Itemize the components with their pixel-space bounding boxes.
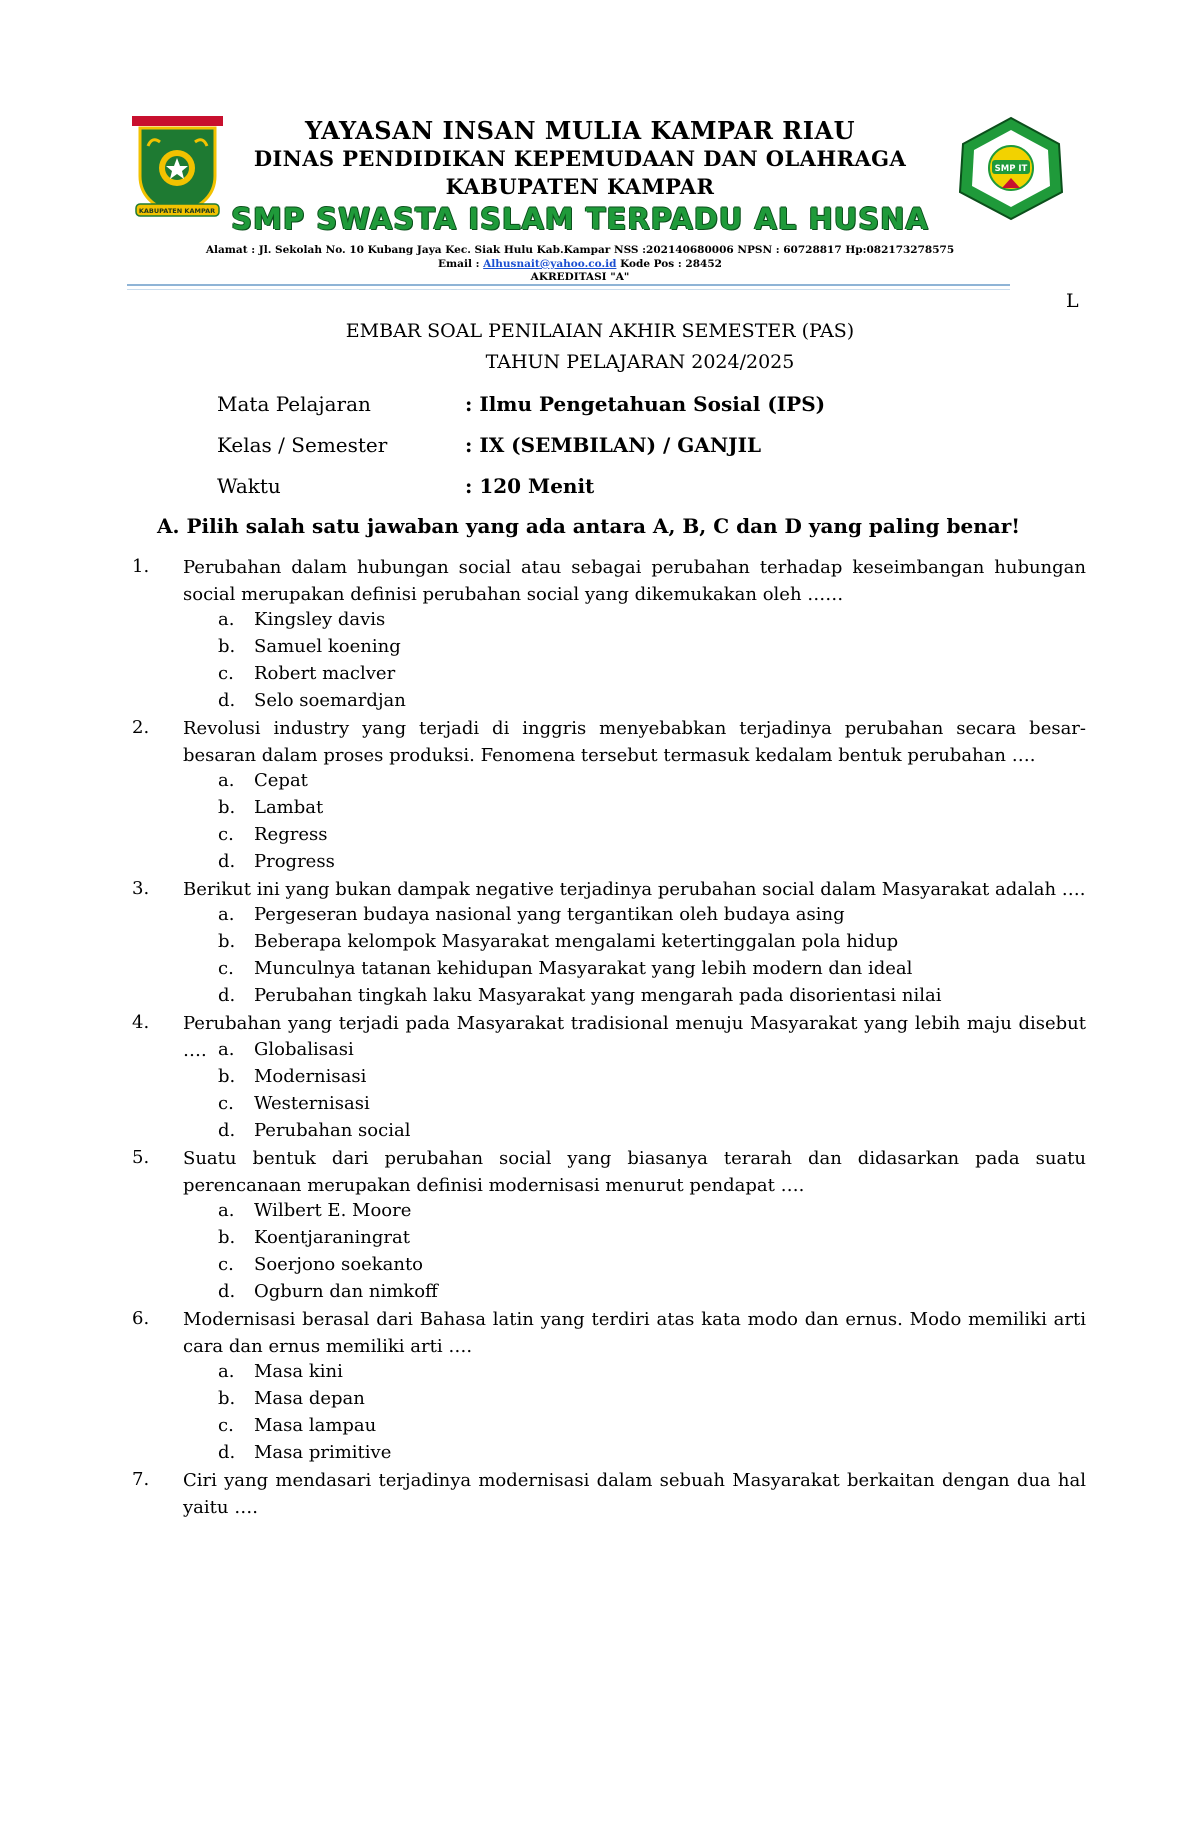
letterhead-regency: KABUPATEN KAMPAR [445,174,715,199]
letterhead-accreditation: AKREDITASI "A" [530,271,630,283]
section-instruction: A. Pilih salah satu jawaban yang ada antara A, B, C dan D yang paling benar! [157,514,1021,538]
left-logo-caption: KABUPATEN KAMPAR [138,207,216,215]
letterhead-department: DINAS PENDIDIKAN KEPEMUDAAN DAN OLAHRAGA [253,146,907,171]
option-letter: c. [218,1254,234,1275]
question-text: Perubahan yang terjadi pada Masyarakat tradisional menuju Masyarakat yang lebih maju disebut …. [183,1013,1086,1061]
email-label: Email : [438,258,484,270]
letterhead-contact [0,258,1180,270]
option-letter: d. [218,851,236,872]
option-text: Lambat [254,797,324,818]
option-letter: b. [218,1227,236,1248]
option-text: Masa primitive [254,1442,392,1463]
option-letter: d. [218,1120,236,1141]
right-logo-caption: SMP IT [994,164,1028,174]
letterhead-divider [127,284,1010,286]
option-text: Beberapa kelompok Masyarakat mengalami ketertinggalan pola hidup [254,931,899,952]
option-text: Pergeseran budaya nasional yang tergantikan oleh budaya asing [254,904,845,925]
meta-label-class: Kelas / Semester [217,433,388,457]
option-letter: c. [218,958,234,979]
question-text: Ciri yang mendasari terjadinya modernisasi dalam sebuah Masyarakat berkaitan dengan dua hal yaitu …. [183,1470,1086,1518]
option-text: Globalisasi [254,1039,354,1060]
option-letter: a. [218,770,235,791]
letterhead-school-name: SMP SWASTA ISLAM TERPADU AL HUSNA [231,202,929,236]
meta-label-time: Waktu [217,474,281,498]
question-number: 4. [132,1012,150,1033]
corner-letter: L [1066,290,1079,312]
option-text: Wilbert E. Moore [254,1200,412,1221]
question-number: 2. [132,717,150,738]
option-text: Modernisasi [254,1066,367,1087]
option-letter: c. [218,663,234,684]
option-letter: a. [218,904,235,925]
option-text: Koentjaraningrat [254,1227,410,1248]
question-text: Modernisasi berasal dari Bahasa latin yang terdiri atas kata modo dan ernus. Modo memiliki arti cara dan ernus memiliki arti …. [183,1309,1086,1357]
meta-value-time: : 120 Menit [465,474,595,498]
question-text: Perubahan dalam hubungan social atau sebagai perubahan terhadap keseimbangan hubungan social merupakan definisi perubahan social yang dikemukakan oleh …… [183,557,1086,605]
option-text: Progress [254,851,335,872]
option-text: Masa kini [254,1361,343,1382]
option-text: Munculnya tatanan kehidupan Masyarakat yang lebih modern dan ideal [254,958,913,979]
question-number: 3. [132,878,150,899]
option-text: Samuel koening [254,636,401,657]
option-letter: b. [218,797,236,818]
document-subtitle: TAHUN PELAJARAN 2024/2025 [485,351,795,373]
option-letter: d. [218,1281,236,1302]
option-letter: b. [218,931,236,952]
option-letter: b. [218,1066,236,1087]
question-number: 6. [132,1308,150,1329]
option-text: Kingsley davis [254,609,386,630]
question-number: 7. [132,1469,150,1490]
question-text: Berikut ini yang bukan dampak negative terjadinya perubahan social dalam Masyarakat adalah …. [183,879,1086,900]
meta-value-class: : IX (SEMBILAN) / GANJIL [465,433,762,457]
option-text: Perubahan social [254,1120,411,1141]
option-text: Selo soemardjan [254,690,406,711]
option-letter: d. [218,985,236,1006]
option-letter: a. [218,1361,235,1382]
question-number: 5. [132,1147,150,1168]
option-text: Robert maclver [254,663,396,684]
option-text: Masa depan [254,1388,365,1409]
letterhead-address: Alamat : Jl. Sekolah No. 10 Kubang Jaya Kec. Siak Hulu Kab.Kampar NSS :202140680006 NPSN : 60728817 Hp:082173278575 [205,244,955,256]
option-letter: b. [218,1388,236,1409]
option-text: Ogburn dan nimkoff [254,1281,438,1302]
email-link[interactable]: Alhusnait@yahoo.co.id [483,258,617,270]
letterhead-divider-thin [127,289,1010,290]
option-text: Regress [254,824,328,845]
option-letter: a. [218,609,235,630]
question-text: Suatu bentuk dari perubahan social yang biasanya terarah dan didasarkan pada suatu perencanaan merupakan definisi modernisasi menurut pendapat …. [183,1148,1086,1196]
option-text: Perubahan tingkah laku Masyarakat yang mengarah pada disorientasi nilai [254,985,942,1006]
option-letter: d. [218,690,236,711]
meta-label-subject: Mata Pelajaran [217,392,371,416]
option-letter: b. [218,636,236,657]
meta-value-subject: : Ilmu Pengetahuan Sosial (IPS) [465,392,826,416]
option-letter: c. [218,824,234,845]
option-letter: c. [218,1093,234,1114]
option-text: Masa lampau [254,1415,377,1436]
option-text: Soerjono soekanto [254,1254,424,1275]
option-letter: c. [218,1415,234,1436]
letterhead-foundation: YAYASAN INSAN MULIA KAMPAR RIAU [305,116,855,145]
document-title: EMBAR SOAL PENILAIAN AKHIR SEMESTER (PAS) [345,320,855,342]
question-number: 1. [132,556,150,577]
option-letter: d. [218,1442,236,1463]
option-letter: a. [218,1200,235,1221]
option-text: Cepat [254,770,308,791]
option-letter: a. [218,1039,235,1060]
postcode: Kode Pos : 28452 [616,258,722,270]
question-text: Revolusi industry yang terjadi di inggris menyebabkan terjadinya perubahan secara besar-besaran dalam proses produksi. Fenomena tersebut termasuk kedalam bentuk perubahan …. [183,718,1086,766]
option-text: Westernisasi [254,1093,370,1114]
